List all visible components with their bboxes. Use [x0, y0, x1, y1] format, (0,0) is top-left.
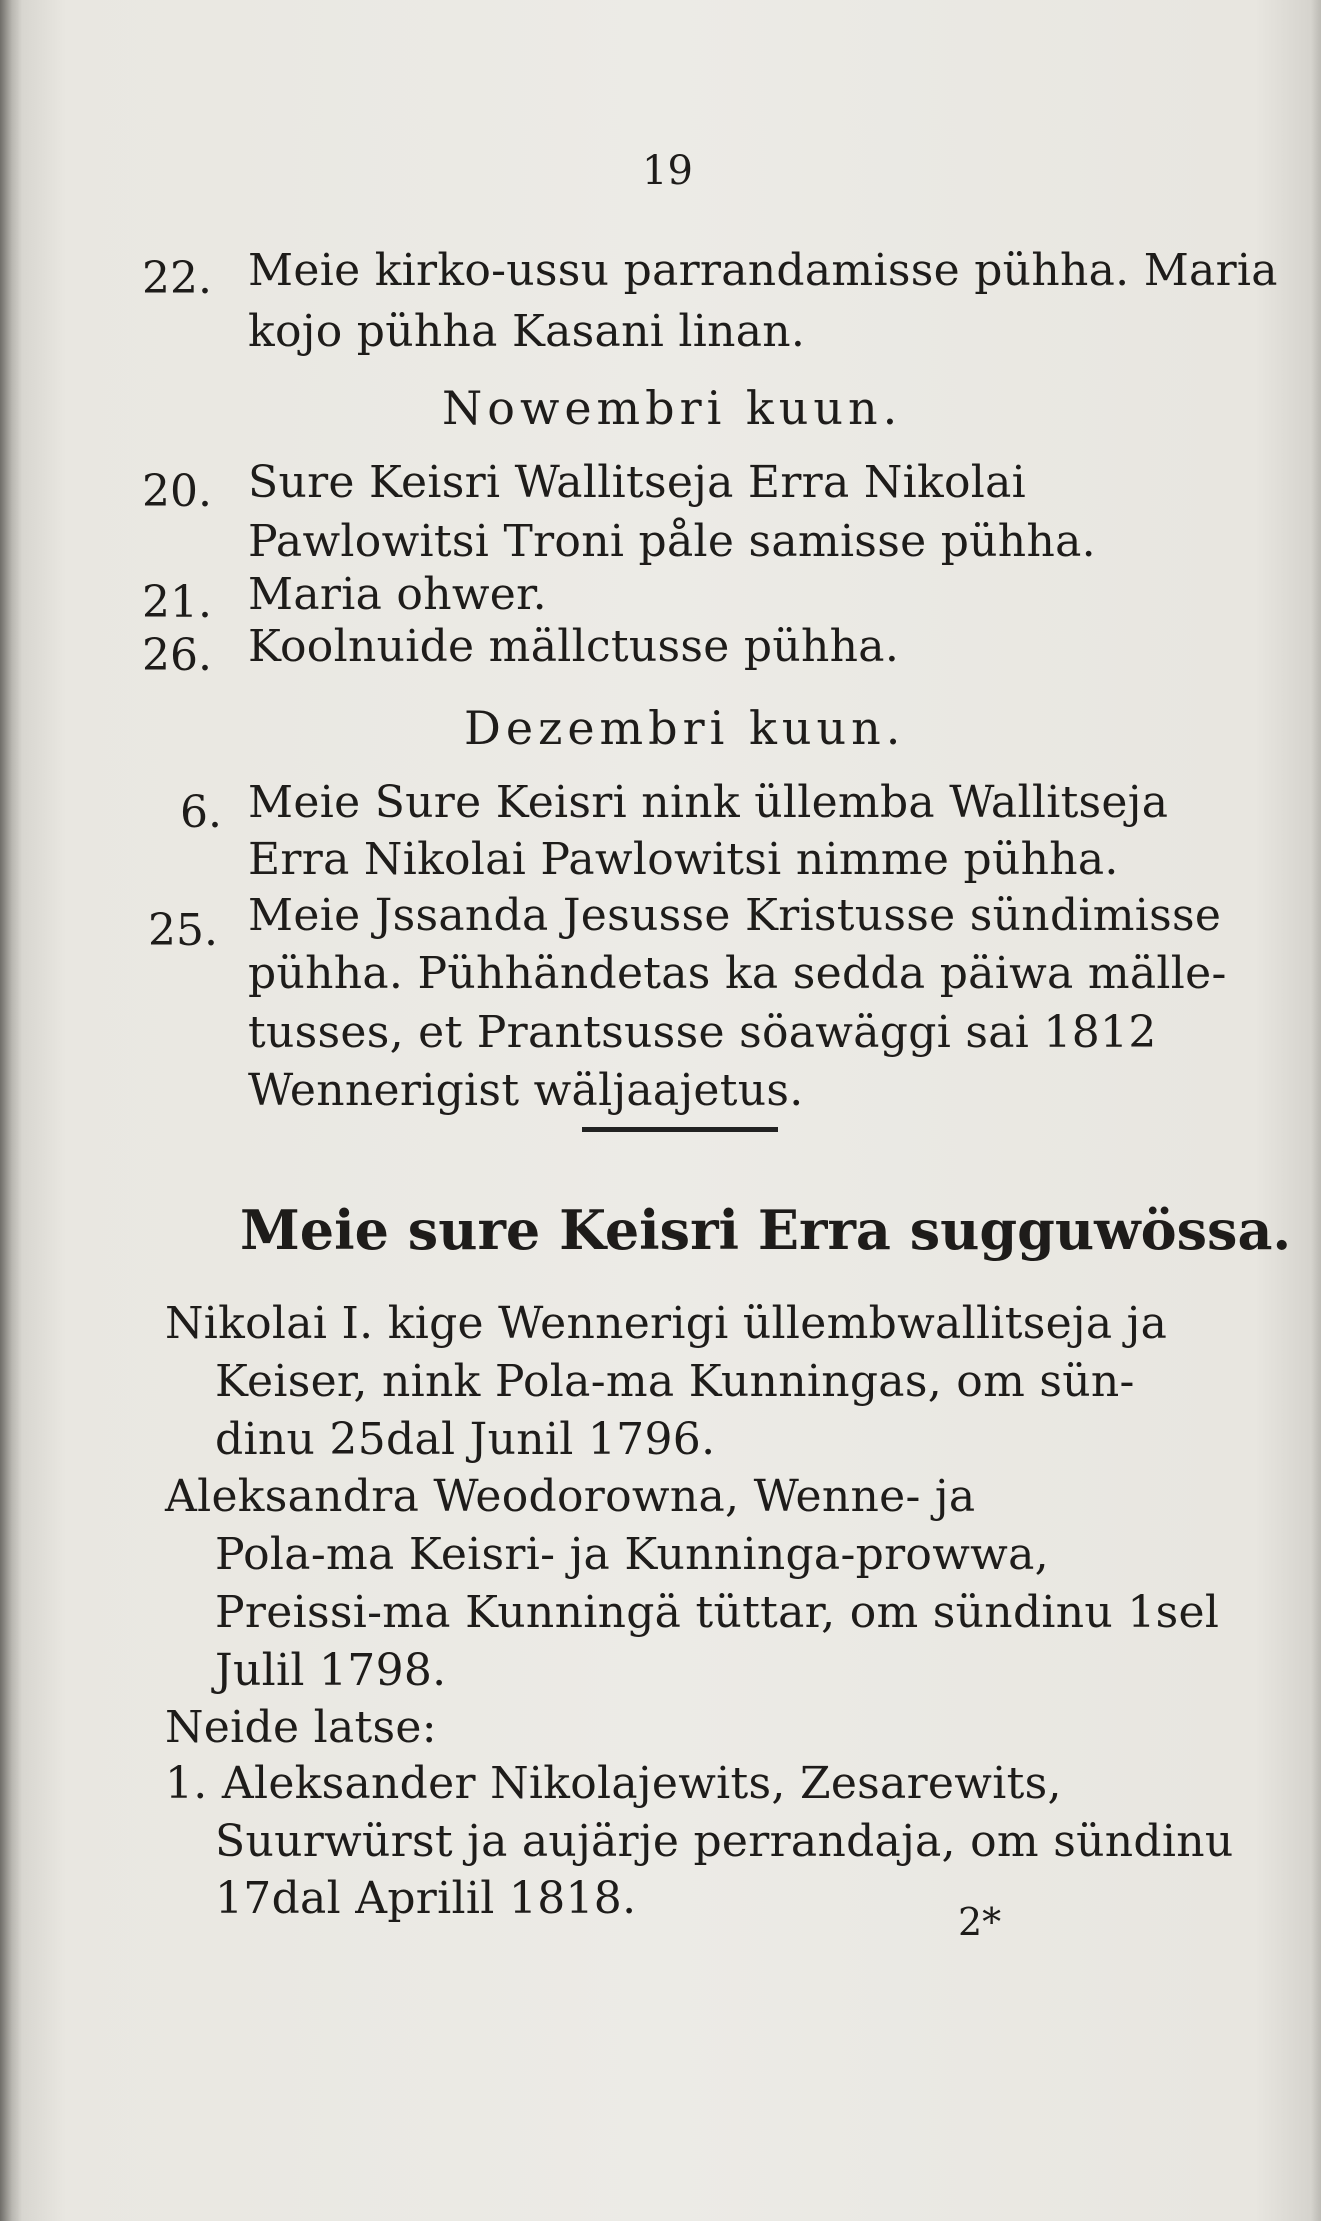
page-number: 19 — [642, 148, 693, 194]
month-heading-december: Dezembri kuun. — [464, 701, 906, 755]
entry-line: tusses, et Prantsusse söawäggi sai 1812 — [248, 1007, 1157, 1058]
book-spine-shadow — [0, 0, 22, 2221]
entry-number: 26. — [142, 630, 212, 681]
entry-line: Erra Nikolai Pawlowitsi nimme pühha. — [248, 834, 1119, 885]
paragraph-line: dinu 25dal Junil 1796. — [215, 1414, 716, 1465]
entry-line: pühha. Pühhändetas ka sedda päiwa mälle- — [248, 948, 1227, 999]
paragraph-line: 1. Aleksander Nikolajewits, Zesarewits, — [165, 1758, 1062, 1809]
month-heading-november: Nowembri kuun. — [442, 381, 903, 435]
entry-number: 22. — [142, 253, 212, 304]
entry-line: Wennerigist wäljaajetus. — [248, 1065, 804, 1116]
entry-line: Sure Keisri Wallitseja Erra Nikolai — [248, 457, 1027, 508]
page-edge-shadow — [1311, 0, 1321, 2221]
entry-number: 21. — [142, 577, 212, 628]
paragraph-line: Keiser, nink Pola-ma Kunningas, om sün- — [215, 1356, 1135, 1407]
signature-mark: 2* — [958, 1900, 1002, 1944]
paragraph-line: Pola-ma Keisri- ja Kunninga-prowwa, — [215, 1529, 1049, 1580]
entry-line: Meie Jssanda Jesusse Kristusse sündimisse — [248, 890, 1222, 941]
entry-number: 20. — [142, 466, 212, 517]
paragraph-line: Julil 1798. — [215, 1645, 447, 1696]
entry-line: Pawlowitsi Troni påle samisse pühha. — [248, 516, 1096, 567]
section-title: Meie sure Keisri Erra sugguwössa. — [240, 1198, 1292, 1262]
entry-line: Meie kirko-ussu parrandamisse pühha. Maria — [248, 245, 1278, 296]
paragraph-line: Suurwürst ja aujärje perrandaja, om sündinu — [215, 1816, 1234, 1867]
paragraph-line: 17dal Aprilil 1818. — [215, 1873, 637, 1924]
paragraph-line: Aleksandra Weodorowna, Wenne- ja — [165, 1471, 976, 1522]
entry-line: kojo pühha Kasani linan. — [248, 306, 806, 357]
entry-line: Maria ohwer. — [248, 569, 547, 620]
entry-number: 6. — [180, 787, 222, 838]
paragraph-line: Neide latse: — [165, 1702, 437, 1753]
entry-number: 25. — [148, 905, 218, 956]
paragraph-line: Nikolai I. kige Wennerigi üllembwallitseja ja — [165, 1298, 1168, 1349]
entry-line: Koolnuide mällctusse pühha. — [248, 621, 900, 672]
section-divider — [582, 1127, 778, 1132]
entry-line: Meie Sure Keisri nink üllemba Wallitseja — [248, 777, 1169, 828]
paragraph-line: Preissi-ma Kunningä tüttar, om sündinu 1sel — [215, 1587, 1220, 1638]
